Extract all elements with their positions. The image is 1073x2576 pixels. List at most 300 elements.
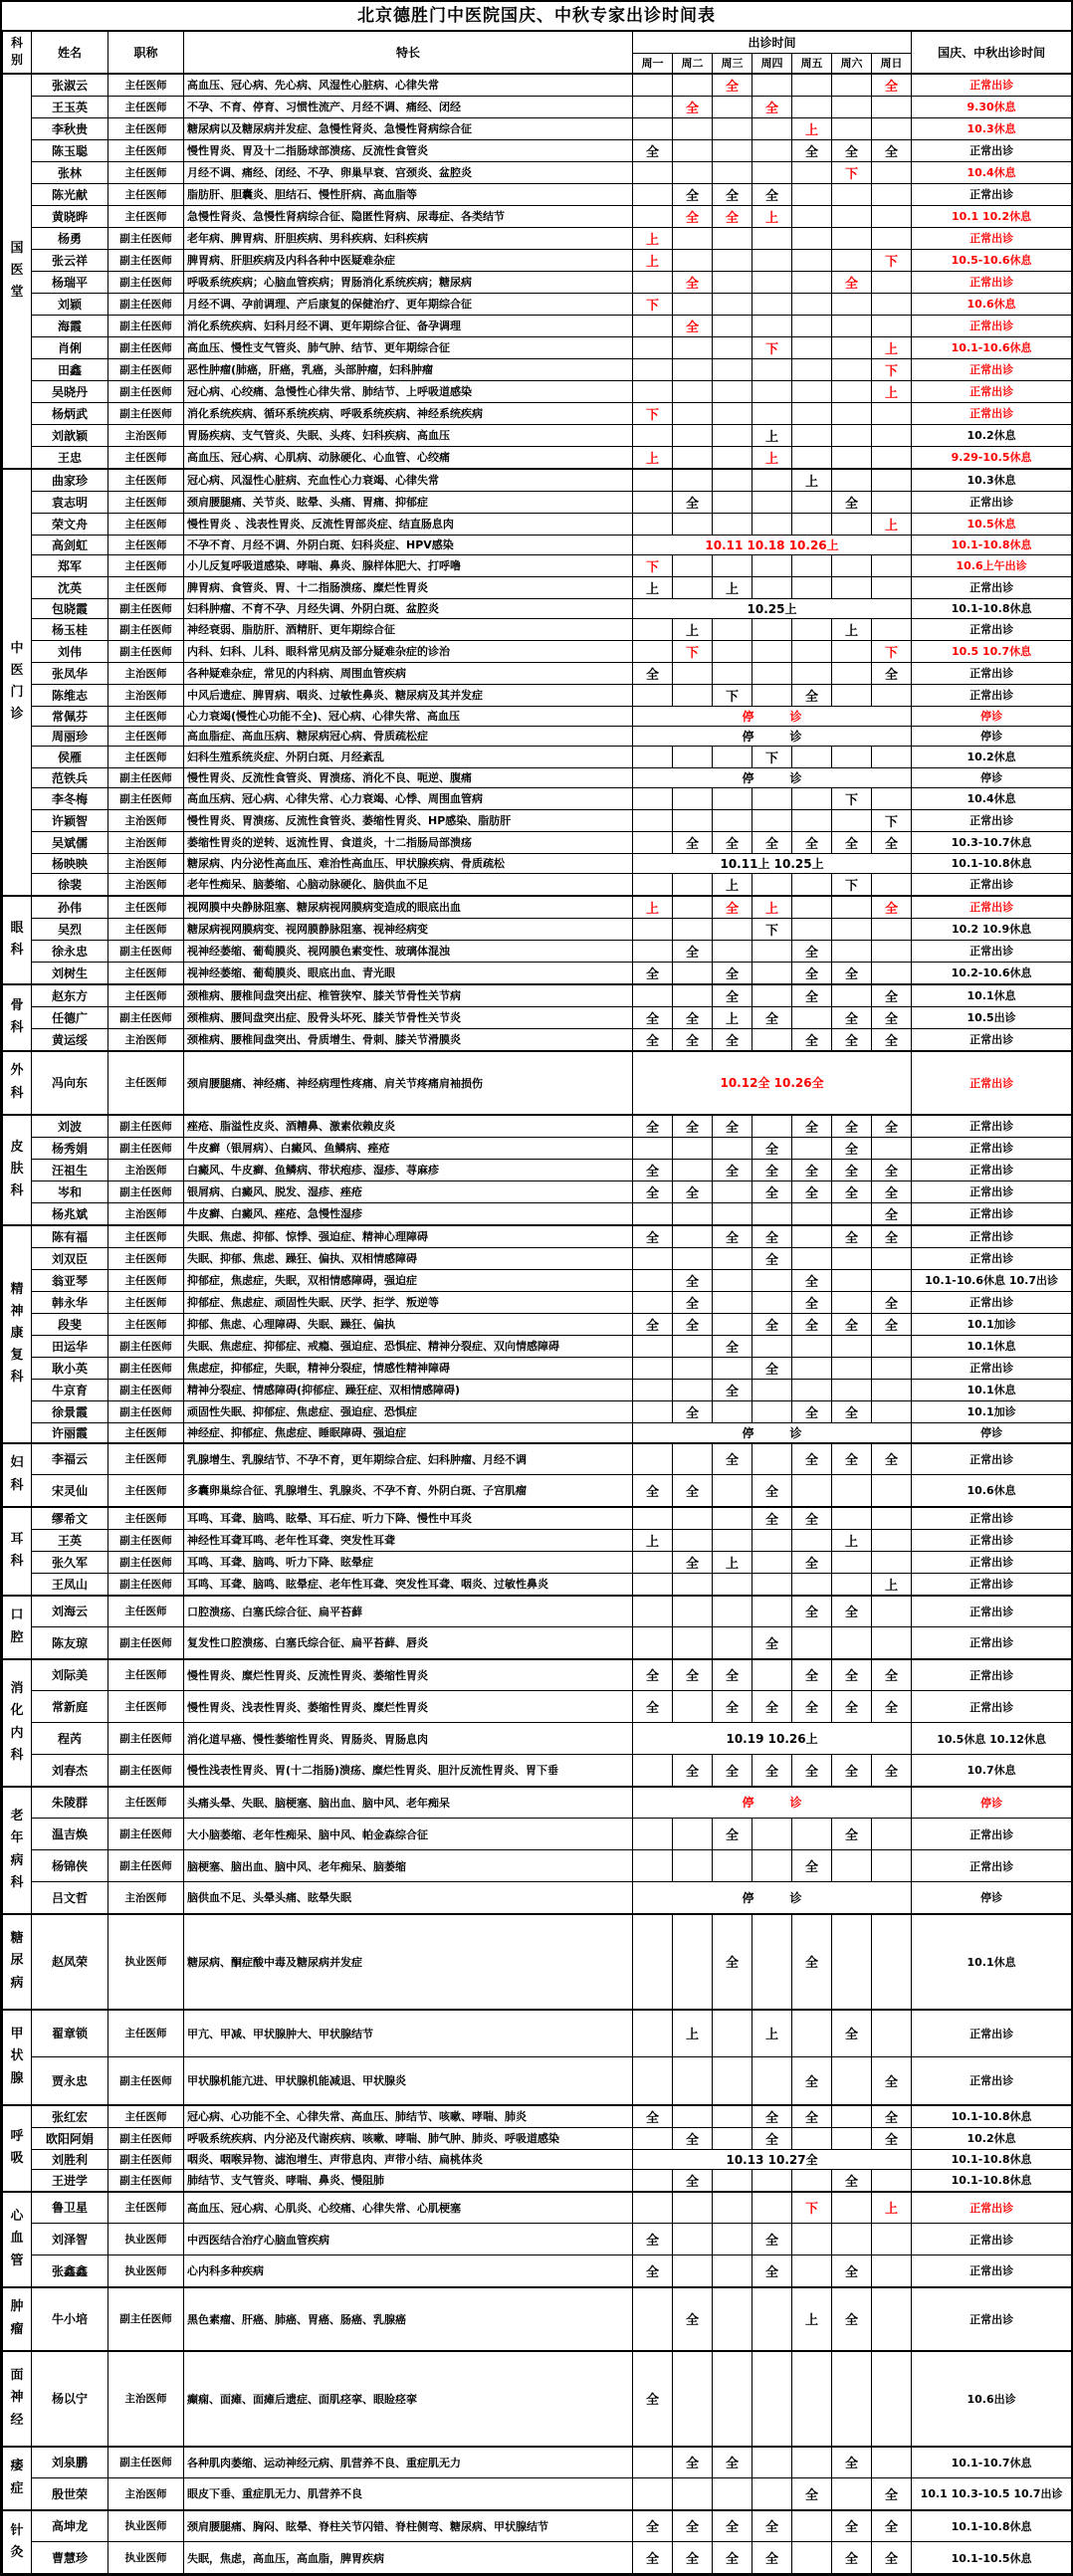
holiday-status-cell: 正常出诊 [912,2255,1072,2287]
doctor-row [3,726,1072,746]
doctor-specialty: 萎缩性胃炎的逆转、返流性胃、食道炎，十二指肠局部溃疡 [184,831,633,853]
day-mark-cell [633,1379,673,1400]
doctor-name: 杨炳武 [32,402,108,424]
day-mark-cell: 全 [673,1006,713,1028]
doctor-specialty: 失眠，焦虑，高血压，高血脂，脾胃疾病 [184,2542,633,2574]
day-mark-cell [673,1850,713,1882]
doctor-name: 刘双臣 [32,1247,108,1269]
holiday-status-cell: 正常出诊 [912,1115,1072,1138]
doctor-job-title: 主治医师 [108,1202,184,1225]
doctor-row [3,1882,1072,1914]
day-mark-cell [633,380,673,402]
day-mark-cell: 全 [713,1914,752,2010]
department-label: 外科 [3,1051,32,1115]
day-mark-cell [673,1247,713,1269]
doctor-row [3,2192,1072,2224]
day-mark-cell: 全 [792,684,832,706]
day-mark-cell: 全 [752,1475,792,1507]
day-mark-cell [792,1247,832,1269]
day-mark-cell [673,2057,713,2105]
day-mark-cell [872,746,912,767]
day-mark-cell [792,446,832,469]
day-mark-cell [792,424,832,446]
day-mark-cell [752,1400,792,1422]
day-mark-cell [792,873,832,896]
doctor-specialty: 抑郁症，焦虑症，失眠，双相情感障碍，强迫症 [184,1269,633,1291]
day-mark-cell [832,183,872,205]
day-mark-cell: 全 [832,1659,872,1691]
day-mark-cell [713,1475,752,1507]
day-mark-cell [713,1202,752,1225]
day-mark-cell: 上 [673,618,713,640]
day-mark-cell [832,1247,872,1269]
day-mark-cell: 全 [752,2127,792,2149]
day-mark-cell [752,1115,792,1138]
day-mark-cell: 全 [673,183,713,205]
day-mark-cell [752,684,792,706]
day-mark-cell [792,315,832,336]
schedule-merged-cell: 10.11 10.18 10.26上 [633,535,912,554]
day-mark-cell: 全 [633,1313,673,1335]
day-mark-cell [832,1551,872,1573]
day-mark-cell [673,2105,713,2128]
doctor-row [3,2351,1072,2447]
day-mark-cell [752,1659,792,1691]
day-mark-cell [633,491,673,513]
doctor-job-title: 主治医师 [108,424,184,446]
doctor-specialty: 脑供血不足、头晕头痛、眩晕失眠 [184,1882,633,1914]
day-mark-cell [872,183,912,205]
day-mark-cell [792,2542,832,2574]
day-mark-cell: 全 [633,1475,673,1507]
day-mark-cell [752,491,792,513]
day-mark-cell [872,1379,912,1400]
doctor-row [3,446,1072,469]
day-mark-cell [673,662,713,684]
day-mark-cell: 上 [872,336,912,358]
holiday-status-cell: 正常出诊 [912,1181,1072,1202]
doctor-specialty: 慢性浅表性胃炎、胃(十二指肠)溃疡、糜烂性胃炎、胆汁反流性胃炎、胃下垂 [184,1755,633,1787]
day-mark-cell: 全 [832,2542,872,2574]
header-specialty: 特长 [184,32,633,74]
day-mark-cell [832,336,872,358]
day-mark-cell [872,873,912,896]
day-mark-cell: 全 [673,1269,713,1291]
doctor-row [3,962,1072,984]
holiday-status-cell: 10.1 10.3-10.5 10.7出诊 [912,2478,1072,2510]
day-mark-cell: 全 [633,139,673,161]
doctor-job-title: 主任医师 [108,1313,184,1335]
day-mark-cell [633,2478,673,2510]
day-mark-cell: 全 [872,831,912,853]
schedule-merged-cell: 10.12全 10.26全 [633,1051,912,1115]
doctor-specialty: 妇科肿瘤、不育不孕、月经失调、外阴白斑、盆腔炎 [184,598,633,618]
doctor-name: 包晓霞 [32,598,108,618]
doctor-name: 李冬梅 [32,787,108,809]
doctor-specialty: 各种肌肉萎缩、运动神经元病、肌营养不良、重症肌无力 [184,2447,633,2478]
doctor-specialty: 中西医结合治疗心脑血管疾病 [184,2224,633,2255]
day-mark-cell [752,1819,792,1850]
day-mark-cell: 全 [713,831,752,853]
schedule-table [2,31,1072,2574]
day-mark-cell: 上 [752,205,792,227]
day-mark-cell: 下 [752,918,792,940]
day-mark-cell [792,161,832,183]
doctor-row [3,940,1072,962]
doctor-name: 刘泉鹏 [32,2447,108,2478]
doctor-name: 张凤华 [32,662,108,684]
day-mark-cell [673,424,713,446]
day-mark-cell: 全 [832,1006,872,1028]
doctor-row [3,139,1072,161]
doctor-row [3,767,1072,787]
schedule-merged-cell: 10.11上 10.25上 [633,853,912,873]
doctor-job-title: 副主任医师 [108,2169,184,2192]
holiday-status-cell: 9.30休息 [912,96,1072,117]
doctor-specialty: 乳腺增生、乳腺结节、不孕不育，更年期综合症、妇科肿瘤、月经不调 [184,1443,633,1475]
holiday-status-cell: 10.6出诊 [912,2351,1072,2447]
day-mark-cell [633,1335,673,1357]
doctor-row [3,1247,1072,1269]
day-mark-cell [752,618,792,640]
day-mark-cell: 全 [713,2542,752,2574]
day-mark-cell [752,139,792,161]
doctor-row [3,2542,1072,2574]
day-mark-cell [872,1137,912,1159]
holiday-status-cell: 10.2 10.9休息 [912,918,1072,940]
day-mark-cell [832,554,872,576]
day-mark-cell: 全 [713,1443,752,1475]
doctor-specialty: 高血压、冠心病、先心病、风湿性心脏病、心律失常 [184,74,633,97]
day-mark-cell [872,161,912,183]
doctor-specialty: 神经性耳聋耳鸣、老年性耳聋、突发性耳聋 [184,1529,633,1551]
day-mark-cell [673,1627,713,1659]
doctor-name: 张久军 [32,1551,108,1573]
day-mark-cell: 全 [872,2105,912,2128]
day-mark-cell [872,684,912,706]
doctor-row [3,1202,1072,1225]
day-mark-cell [752,1596,792,1627]
doctor-row [3,2057,1072,2105]
doctor-row [3,315,1072,336]
day-mark-cell [872,117,912,139]
doctor-name: 段斐 [32,1313,108,1335]
doctor-row [3,1400,1072,1422]
doctor-name: 杨以宁 [32,2351,108,2447]
holiday-status-cell: 正常出诊 [912,1819,1072,1850]
day-mark-cell: 全 [713,205,752,227]
holiday-status-cell: 正常出诊 [912,618,1072,640]
day-mark-cell [633,1755,673,1787]
day-mark-cell [832,293,872,315]
day-mark-cell: 上 [872,2192,912,2224]
doctor-job-title: 主治医师 [108,662,184,684]
day-mark-cell [633,684,673,706]
day-mark-cell [792,1573,832,1596]
day-mark-cell [673,1529,713,1551]
doctor-name: 鲁卫星 [32,2192,108,2224]
day-mark-cell: 全 [832,2447,872,2478]
day-mark-cell [752,873,792,896]
day-mark-cell [752,2351,792,2447]
day-mark-cell: 全 [752,1627,792,1659]
doctor-job-title: 主任医师 [108,74,184,97]
doctor-job-title: 副主任医师 [108,1551,184,1573]
day-mark-cell [713,2192,752,2224]
day-mark-cell [792,2447,832,2478]
doctor-name: 许丽霞 [32,1422,108,1443]
day-mark-cell [872,424,912,446]
holiday-status-cell: 10.7休息 [912,1755,1072,1787]
doctor-job-title: 副主任医师 [108,2287,184,2351]
doctor-job-title: 副主任医师 [108,598,184,618]
doctor-job-title: 主任医师 [108,491,184,513]
day-mark-cell: 全 [872,2478,912,2510]
day-mark-cell [832,315,872,336]
day-mark-cell [872,1335,912,1357]
doctor-job-title: 主任医师 [108,1269,184,1291]
doctor-name: 袁志明 [32,491,108,513]
doctor-job-title: 主任医师 [108,2010,184,2057]
department-label: 心血管 [3,2192,32,2287]
doctor-specialty: 视神经萎缩、葡萄膜炎、视网膜色素变性、玻璃体混浊 [184,940,633,962]
day-mark-cell [633,984,673,1007]
doctor-job-title: 执业医师 [108,2542,184,2574]
holiday-status-cell: 10.4休息 [912,161,1072,183]
holiday-status-cell: 9.29-10.5休息 [912,446,1072,469]
doctor-job-title: 主任医师 [108,1787,184,1819]
day-mark-cell [832,358,872,380]
day-mark-cell: 全 [752,2542,792,2574]
day-mark-cell [792,787,832,809]
day-mark-cell [713,787,752,809]
doctor-name: 海霞 [32,315,108,336]
day-mark-cell [713,469,752,492]
day-mark-cell: 全 [713,1028,752,1051]
day-mark-cell [633,918,673,940]
doctor-name: 黄运绥 [32,1028,108,1051]
day-mark-cell [872,402,912,424]
day-mark-cell [633,1627,673,1659]
day-mark-cell: 全 [633,662,673,684]
day-mark-cell [633,469,673,492]
day-mark-cell [832,446,872,469]
day-mark-cell: 全 [832,271,872,293]
day-mark-cell [792,402,832,424]
day-mark-cell [792,1379,832,1400]
day-mark-cell [633,117,673,139]
doctor-name: 汪祖生 [32,1159,108,1181]
day-mark-cell: 上 [633,1529,673,1551]
day-mark-cell: 全 [872,1006,912,1028]
day-mark-cell [713,1181,752,1202]
doctor-job-title: 副主任医师 [108,2149,184,2169]
header-title: 职称 [108,32,184,74]
doctor-specialty: 甲亢、甲减、甲状腺肿大、甲状腺结节 [184,2010,633,2057]
day-mark-cell [713,1357,752,1379]
doctor-row [3,271,1072,293]
day-mark-cell: 下 [872,640,912,662]
doctor-job-title: 副主任医师 [108,315,184,336]
doctor-specialty: 多囊卵巢综合征、乳腺增生、乳腺炎、不孕不育、外阴白斑、子宫肌瘤 [184,1475,633,1507]
doctor-row [3,2105,1072,2128]
day-mark-cell: 上 [633,896,673,919]
day-mark-cell [792,2127,832,2149]
doctor-row [3,1181,1072,1202]
doctor-specialty: 牛皮癣（银屑病）、白癜风、鱼鳞病、痤疮 [184,1137,633,1159]
doctor-specialty: 黑色素瘤、肝癌、肺癌、胃癌、肠癌、乳腺癌 [184,2287,633,2351]
day-mark-cell [832,1507,872,1530]
department-label: 糖尿病 [3,1914,32,2010]
day-mark-cell [713,513,752,535]
doctor-name: 耿小英 [32,1357,108,1379]
doctor-name: 刘春杰 [32,1755,108,1787]
day-mark-cell [673,684,713,706]
day-mark-cell [673,1335,713,1357]
day-mark-cell [872,576,912,598]
day-mark-cell [673,513,713,535]
doctor-row [3,1627,1072,1659]
doctor-job-title: 副主任医师 [108,1379,184,1400]
day-mark-cell: 上 [633,576,673,598]
day-mark-cell [792,1475,832,1507]
day-mark-cell [832,662,872,684]
doctor-row [3,1596,1072,1627]
department-label: 呼吸 [3,2105,32,2192]
holiday-status-cell: 正常出诊 [912,1291,1072,1313]
day-mark-cell [832,205,872,227]
holiday-status-cell: 10.3-10.7休息 [912,831,1072,853]
day-mark-cell: 上 [673,2010,713,2057]
doctor-name: 缪希文 [32,1507,108,1530]
doctor-row [3,183,1072,205]
department-label: 耳科 [3,1507,32,1596]
day-mark-cell [673,873,713,896]
doctor-specialty: 抑郁症、焦虑症、顽固性失眠、厌学、拒学、叛逆等 [184,1291,633,1313]
doctor-specialty: 老年性痴呆、脑萎缩、心脑动脉硬化、脑供血不足 [184,873,633,896]
day-mark-cell: 全 [673,1659,713,1691]
doctor-specialty: 焦虑症，抑郁症，失眠，精神分裂症，情感性精神障碍 [184,1357,633,1379]
day-mark-cell: 下 [633,402,673,424]
doctor-specialty: 耳鸣、耳聋、脑鸣、听力下降、眩晕症 [184,1551,633,1573]
doctor-specialty: 癫痫、面瘫、面瘫后遗症、面肌痉挛、眼睑痉挛 [184,2351,633,2447]
day-mark-cell: 全 [633,1181,673,1202]
doctor-row [3,873,1072,896]
day-mark-cell [752,315,792,336]
doctor-name: 李福云 [32,1443,108,1475]
day-mark-cell [792,1335,832,1357]
day-mark-cell [792,513,832,535]
day-mark-cell: 下 [713,684,752,706]
doctor-row [3,598,1072,618]
doctor-specialty: 脾胃病、肝胆疾病及内科各种中医疑难杂症 [184,249,633,271]
holiday-status-cell: 10.5 10.7休息 [912,640,1072,662]
day-mark-cell [633,96,673,117]
day-mark-cell [832,1850,872,1882]
doctor-specialty: 高血压、慢性支气管炎、肺气肿、结节、更年期综合征 [184,336,633,358]
doctor-row [3,161,1072,183]
doctor-name: 陈玉聪 [32,139,108,161]
day-mark-cell: 上 [872,380,912,402]
schedule-merged-cell: 停 诊 [633,706,912,726]
doctor-name: 杨兆斌 [32,1202,108,1225]
day-mark-cell [872,787,912,809]
day-mark-cell [832,1202,872,1225]
doctor-row [3,1291,1072,1313]
day-mark-cell [832,2057,872,2105]
day-mark-cell [633,161,673,183]
doctor-job-title: 主任医师 [108,1659,184,1691]
doctor-row [3,2287,1072,2351]
doctor-specialty: 脾胃病、食管炎、胃、十二指肠溃疡、糜烂性胃炎 [184,576,633,598]
day-mark-cell: 全 [832,2010,872,2057]
day-mark-cell [792,380,832,402]
day-mark-cell [792,1357,832,1379]
day-mark-cell [872,2224,912,2255]
day-mark-cell [633,183,673,205]
day-mark-cell: 全 [713,984,752,1007]
day-mark-cell [872,205,912,227]
day-mark-cell: 全 [713,1225,752,1248]
day-mark-cell: 全 [872,1181,912,1202]
day-mark-cell: 下 [832,873,872,896]
day-mark-cell: 全 [713,962,752,984]
holiday-status-cell: 10.5出诊 [912,1006,1072,1028]
doctor-job-title: 主任医师 [108,1291,184,1313]
doctor-specialty: 冠心病、心绞痛、急慢性心律失常、肺结节、上呼吸道感染 [184,380,633,402]
day-mark-cell [713,1627,752,1659]
day-mark-cell [713,2105,752,2128]
day-mark-cell [713,2010,752,2057]
holiday-status-cell: 正常出诊 [912,139,1072,161]
day-mark-cell: 全 [872,139,912,161]
doctor-job-title: 副主任医师 [108,940,184,962]
doctor-name: 田运华 [32,1335,108,1357]
day-mark-cell [673,1691,713,1723]
doctor-row [3,706,1072,726]
doctor-specialty: 高血压、冠心病、心肌炎、心绞痛、心律失常、心肌梗塞 [184,2192,633,2224]
day-mark-cell [633,271,673,293]
day-mark-cell [872,1819,912,1850]
doctor-row [3,535,1072,554]
doctor-name: 岑和 [32,1181,108,1202]
day-mark-cell [832,2351,872,2447]
doctor-job-title: 副主任医师 [108,1335,184,1357]
day-mark-cell: 全 [872,74,912,97]
holiday-status-cell: 10.2休息 [912,2127,1072,2149]
doctor-specialty: 甲状腺机能亢进、甲状腺机能减退、甲状腺炎 [184,2057,633,2105]
day-mark-cell [792,896,832,919]
day-mark-cell: 全 [832,1755,872,1787]
holiday-status-cell: 正常出诊 [912,2057,1072,2105]
day-mark-cell [633,1819,673,1850]
doctor-job-title: 主治医师 [108,1882,184,1914]
day-mark-cell [633,1137,673,1159]
doctor-specialty: 恶性肿瘤(肺癌，肝癌，乳癌，头部肿瘤，妇科肿瘤 [184,358,633,380]
day-mark-cell [633,640,673,662]
day-mark-cell: 全 [872,1313,912,1335]
day-mark-cell [872,1529,912,1551]
day-mark-cell: 全 [792,984,832,1007]
day-mark-cell [713,2127,752,2149]
day-mark-cell: 全 [752,1313,792,1335]
doctor-specialty: 老年病、脾胃病、肝胆疾病、男科疾病、妇科疾病 [184,227,633,249]
day-mark-cell: 全 [792,1291,832,1313]
day-mark-cell [792,2351,832,2447]
day-mark-cell: 全 [792,2105,832,2128]
day-mark-cell: 上 [752,446,792,469]
day-mark-cell: 下 [673,640,713,662]
